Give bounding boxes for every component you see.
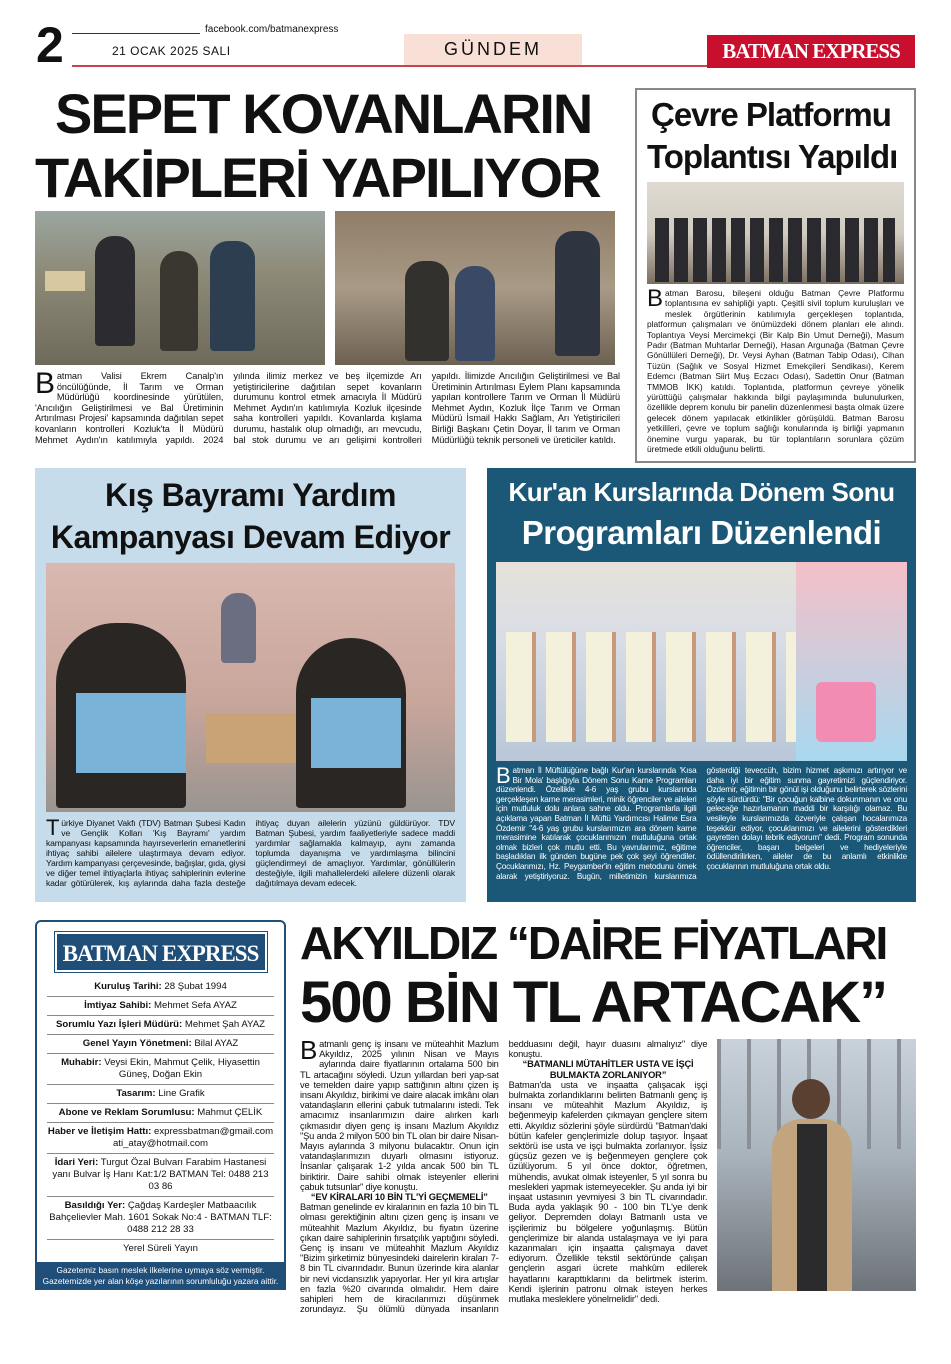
masthead-value: Bilal AYAZ bbox=[194, 1038, 239, 1049]
drop-cap: B bbox=[35, 367, 55, 400]
headline-line-1: SEPET KOVANLARIN bbox=[55, 82, 592, 145]
header-rule bbox=[72, 65, 708, 67]
body-text: atman Barosu, bileşeni olduğu Batman Çevre Platformu toplantısına ev sahipliği yaptı. Çeşitli sivil toplum kuruluşları ve meslek örgütlerinin katılımıyla gerçekleşen toplantıda, platformun çalışmaları ve önümüzdeki dönem planları ele alındı. Toplantıya Veysi Mercimekçi (Bir Kalp Bin Umut Derneği), Masum Padır (Batman Muhtarlar Derneği), Hasan Argunağa (Batman Çevre Gönüllüleri Derneği), Dr. Veysi Ayhan (Batman Tabip Odası), Cihan Tüzün (Sağlık ve Sosyal Hizmet Emekçileri Sendikası), Kerem Edemcı (Batman Siirt Muş Eczacı Odası), Sadettin Onur (Batman TMMOB İKK) katıldı. Toplantıda, platformun çevreye yönelik yürüttüğü çalışmalar hakkında bilgi paylaşımında bulunulurken, özellikle deprem konulu bir panelin düzenlenmesi başta olmak üzere gelecek dönem yapılacak etkinlikler görüşüldü. Batman Barosu yetkilileri, çevre ve toplum sağlığı konularında iş birliği yapmanın önemine vurgu yaparak, bu tür toplantıların sorunlara çözüm üretmede etkili olduğunu belirtti. bbox=[647, 288, 904, 455]
masthead-rows bbox=[37, 978, 284, 1258]
masthead-label: Genel Yayın Yönetmeni: bbox=[82, 1038, 192, 1049]
body-paragraph-1: atmanlı genç iş insanı ve müteahhit Mazlum Akyıldız, 2025 yılının Nisan ve Mayıs aylarında daire fiyatlarının ortalama 500 bin TL artacağını söyledi. Uzun yıllardan beri yap-sat ve temelden daire yapıp sattığının altını çizen iş insanı Akyıldız, birikimi ve daire alacak imkânı olan vatandaşların ellerini çabuk tutmalarını istedi. Tek amacımız insanlarımızın daire alırken karlı çıkmasıdır diyen genç iş insanı Mazlum Akyıldız "Şu anda 2 milyon 500 bin TL olan bir daire Nisan-Mayıs aylarında 3 milyonu bulacaktır. Onun için vatandaşlarımızın duyarlı olmasını istiyoruz. İnsanlar çalışarak 1-2 yılda ancak 500 bin TL biriktirir. Daire sahibi olmak isteyenler ellerini çabuk tutsunlar" diye konuştu. bbox=[300, 1039, 499, 1192]
headline-line-2: Programları Düzenlendi bbox=[521, 514, 882, 551]
issue-date: 21 OCAK 2025 SALI bbox=[112, 44, 231, 58]
masthead-label: Kuruluş Tarihi: bbox=[94, 981, 162, 992]
drop-cap: B bbox=[496, 763, 511, 788]
masthead-row bbox=[47, 1240, 274, 1258]
masthead-row bbox=[47, 1123, 274, 1154]
masthead-label: Sorumlu Yazı İşleri Müdürü: bbox=[55, 1019, 183, 1030]
photo-beehive-inspection bbox=[335, 211, 615, 365]
masthead-row bbox=[47, 1104, 274, 1123]
masthead-value: Turgut Özal Bulvarı Farabim Hastanesi yanı Bulvar İş Hanı Kat:1/2 BATMAN Tel: 0488 213 03 86 bbox=[52, 1157, 269, 1192]
section-label: GÜNDEM bbox=[404, 34, 582, 65]
page-number: 2 bbox=[36, 17, 64, 73]
masthead-value: Line Grafik bbox=[158, 1088, 205, 1099]
masthead-row bbox=[47, 997, 274, 1016]
masthead-row bbox=[47, 978, 274, 997]
masthead-logo: BATMAN EXPRESS bbox=[55, 932, 267, 972]
headline-line-2: Toplantısı Yapıldı bbox=[647, 138, 898, 175]
article-akyildiz bbox=[300, 915, 916, 1314]
footer-line-1: Gazetemiz basın meslek ilkelerine uymaya söz vermiştir. bbox=[56, 1265, 265, 1275]
masthead-value: 28 Şubat 1994 bbox=[164, 981, 227, 992]
body-paragraph-3: Batman'da usta ve inşaatta çalışacak işçi bulmakta zorlandıklarını belirten Batmanlı genç iş insanı ve müteahhit Mazlum Akyıldız, iş beğenmeyip kafelerden çıkmayan gençlere sitem etti. Akyıldız sözlerini şöyle sürdürdü "Batman'daki bütün kafeler gençlerimizle dolup taşıyor. İnşaat sektörü ise usta ve işçi bulmakta zorlanıyor. İşsiz güçsüz gezen ve iş beğenmeyen gençlere çok üzülüyorum. 5 yıl önce doktor, öğretmen, mühendis, avukat olmak isteyenler, 5 yıl sonra bu meslekleri yapmak istemeyecekler. Şu anda iyi bir inşaat ustasının yevmiyesi 3 bin TL civarındadır. Buda ayda yaklaşık 90 - 100 bin TL'ye denk geliyor. Depremden dolayı Batmanlı usta ve işçilerimiz bu bölgelere yoğunlaşmış. Bütün gençlerimize bir alanda ustalaşmaya ve iyi para kazanmaları için inşaatta çalışmaya davet ediyorum. Özellikle tekstil sektöründe çalışan gençlerin asgari ücrete mahkûm edilerek hayatlarını karарttıklarını da belirtmek isterim. Kendi işlerinin patronu olmak isteyen herkes mutlaka mesleklere yönelmelidir" dedi. bbox=[508, 1079, 708, 1305]
masthead-value: Veysi Ekin, Mahmut Çelik, Hiyasettin Güneş, Doğan Ekin bbox=[104, 1057, 260, 1080]
article-body bbox=[647, 285, 904, 455]
masthead-label: Muhabir: bbox=[61, 1057, 102, 1068]
article-body bbox=[300, 1035, 916, 1315]
article-body bbox=[496, 763, 907, 881]
drop-cap: B bbox=[300, 1035, 318, 1065]
photo-mazlum-akyildiz bbox=[717, 1039, 916, 1291]
body-paragraph-2: Batman genelinde ev kiralarının en fazla 10 bin TL olması gerektiğinin altını çizen genç iş insanı ve müteahhit Mazlum Akyıldız, bu fiyatın üzerine çıkan daire sahiplerinin fırsatçılık yaptığını söyledi. Genç iş insanı ve müteahhit Mazlum Akyıldız "Bizim şirketimiz bünyesindeki dairelerin kiraları 7-8 bin TL civarındadır. Bunun üzerinde kira alanlar bir nevi vicdansızlık yapıyorlar. Her yıl kira artışlar en fazla %20 civarında olmalıdır. Hem daire sahipleri hem de kiracılarımızı düşünmek zorundayız. Şu ölümlü dünyada insanların bedduasını değil, hayır duasını almalıyız" diye konuştu. bbox=[300, 1039, 708, 1315]
subheading: “BATMANLI MÜTAHİTLER USTA VE İŞÇİ BULMAKTA ZORLANIYOR” bbox=[522, 1059, 694, 1080]
masthead-label: Tasarım: bbox=[116, 1088, 156, 1099]
masthead-row bbox=[47, 1035, 274, 1054]
masthead-row bbox=[47, 1197, 274, 1240]
drop-cap: B bbox=[647, 285, 664, 312]
masthead-value: Yerel Süreli Yayın bbox=[122, 1243, 199, 1254]
masthead-row bbox=[47, 1154, 274, 1197]
headline-line-1: Kur'an Kurslarında Dönem Sonu bbox=[508, 477, 895, 507]
article-kuran-kurslari bbox=[487, 468, 916, 902]
masthead-value[interactable]: expressbatman@gmail.com ati_atay@hotmail.com bbox=[112, 1126, 274, 1149]
divider bbox=[72, 33, 200, 34]
body-text: atman Valisi Ekrem Canalp'ın öncülüğünde, İl Tarım ve Orman Müdürlüğü koordinesinde yürütülen, 'Arıcılığın Geliştirilmesi ve Bal Üretiminin Artırılması Projesi' kapsamında dağıtılan sepet kovanların kontrolleri Kozluk'ta İl Müdürü Mehmet Aydın'ın katılımıyla yapıldı. 2024 yılında ilimiz merkez ve beş ilçemizde Arı yetiştiricilerine dağıtılan sepet kovanların durumunu kontrol etmek amacıyla İl Müdürü Mehmet Aydın'ın katılımıyla Kozluk ilçesinde saha kontrolleri yapıldı. Kovanlarda kışlama durumu, hastalık olup olmadığı, arı mevcudu, bal stok durumu ve arı gelişimi kontrolleri yapıldı. İlimizde Arıcılığın Geliştirilmesi ve Bal Üretiminin Artırılması Eylem Planı kapsamında yapılan kontrollere Tarım ve Orman İl Müdürü Mehmet Aydın, Kozluk İlçe Tarım ve Orman Müdürü İsmail Hakkı Sağlam, Arı Yetiştiricileri Birliği Başkanı Çetin Doyar, İl tarım ve Orman Müdürlüğü teknik personeli ve üreticiler katıldı. bbox=[35, 371, 620, 445]
headline-line-1: Çevre Platformu bbox=[651, 96, 891, 133]
masthead-row bbox=[47, 1054, 274, 1085]
masthead-label: İdari Yeri: bbox=[54, 1157, 99, 1168]
masthead-label: Basıldığı Yer: bbox=[64, 1200, 126, 1211]
masthead-value: Çağdaş Kardeşler Matbaacılık Bahçelievler Mah. 1601 Sokak No:4 - BATMAN TLF: 0488 212 28 33 bbox=[49, 1200, 272, 1235]
article-cevre-platformu bbox=[635, 88, 916, 463]
masthead-box bbox=[35, 920, 286, 1290]
masthead-label: İmtiyaz Sahibi: bbox=[84, 1000, 152, 1011]
masthead-value: Mehmet Sefa AYAZ bbox=[154, 1000, 237, 1011]
headline-line-1: AKYILDIZ “DAİRE FİYATLARI bbox=[300, 917, 887, 969]
facebook-link[interactable]: facebook.com/batmanexpress bbox=[205, 24, 339, 35]
masthead-footer bbox=[35, 1262, 286, 1290]
headline-line-2: TAKİPLERİ YAPILIYOR bbox=[35, 146, 600, 209]
body-text: ürkiye Diyanet Vakfı (TDV) Batman Şubesi Kadın ve Gençlik Kolları 'Kış Bayramı' yardım kampanyası kapsamında hayırseverlerin emanetlerini ihtiyaç sahibi ailelere ulaştırmaya devam ediyor. Yardım kampanyası çerçevesinde, bağışlar, gıda, giysi ve diğer temel ihtiyaçlarla ihtiyaç sahiplerinin evlerine kadar götürülerek, kış aylarında daha fazla desteğe ihtiyaç duyan ailelerin yüzünü güldürüyor. TDV Batman Şubesi, yardım faaliyetleriyle sadece maddi yardımlar sağlamakla kalmayıp, aynı zamanda toplumda dayanışma ve yardımlaşma bilincini güçlendirmeyi de amaçlıyor. Yardımlar, gönüllülerin desteğiyle, ilgili mahallelerdeki ailelere düzenli olarak dağıtılmaya devam edecek. bbox=[46, 818, 455, 888]
body-text: atman İl Müftülüğüne bağlı Kur'an kurslarında 'Kısa Bir Mola' başlığıyla Dönem Sonu Karne Programları düzenlendi. Özellikle 4-6 yaş grubu kurslarında gerçekleşen karne merasimleri, minik öğrenciler ve aileleri için mutluluk dolu anlara sahne oldu. Programlarla ilgili açıklama yapan Batman İl Müftü Yardımcısı Halime Esra Özdemir "4-6 yaş grubu kurslarımızın ara dönem karne merasimine katılarak çocuklarımızın mutluluğuna ortak olmak bizleri çok mutlu etti. Bu yavrularımız, eğitime başladıkları ilk günden bugüne pek çok şeyi öğrendiler. Çocuklarımızı, Hz. Peygamber'in eğitim metodunu örnek alarak yetiştiriyoruz. Bugün, milletimizin kurslarımıza gösterdiği teveccüh, bizim hizmet aşkımızı artırıyor ve daha iyi bir eğitim sunma gayretimizi güçlendiriyor. Özdemir, eğitimin bir gönül işi olduğunu belirterek sözlerini şöyle sürdürdü: "Bir çocuğun kalbine dokunmanın ve onu geleceğe hazırlamanın maddi bir karşılığı olamaz. Bu vesileyle kurslarımızda özveriyle çalışan hocalarımıza teşekkür ediyor, çocuklarımızı ve ailelerini gösterdikleri gayretten dolayı tebrik ediyorum" dedi. Program sonunda öğrenciler, başarı belgeleri ve hediyeleriyle ödüllendirilirken, aileler de bu anlamlı etkinlikte çocuklarının mutluluğuna ortak oldu. bbox=[496, 766, 907, 881]
photo-children-certificates bbox=[496, 562, 907, 761]
article-body bbox=[35, 367, 620, 445]
masthead-label: Haber ve İletişim Hattı: bbox=[47, 1126, 152, 1137]
footer-line-2: Gazetemizde yer alan köşe yazılarının sorumluluğu yazara aittir. bbox=[42, 1276, 279, 1286]
masthead-row bbox=[47, 1016, 274, 1035]
article-kis-bayrami bbox=[35, 468, 466, 902]
masthead-value: Mahmut ÇELİK bbox=[197, 1107, 263, 1118]
masthead-value: Mehmet Şah AYAZ bbox=[184, 1019, 265, 1030]
headline-line-1: Kış Bayramı Yardım bbox=[104, 477, 396, 513]
subheading: “EV KİRALARI 10 BİN TL'Yİ GEÇMEMELİ” bbox=[310, 1192, 488, 1203]
headline-line-2: Kampanyası Devam Ediyor bbox=[50, 519, 451, 555]
newspaper-logo: BATMAN EXPRESS bbox=[707, 35, 915, 68]
photo-officials-beehives bbox=[35, 211, 325, 365]
masthead-label: Abone ve Reklam Sorumlusu: bbox=[58, 1107, 195, 1118]
photo-aid-distribution bbox=[46, 563, 455, 812]
photo-platform-meeting bbox=[647, 182, 904, 284]
article-body bbox=[46, 815, 455, 888]
drop-cap: T bbox=[46, 815, 60, 840]
headline-line-2: 500 BİN TL ARTACAK” bbox=[300, 970, 887, 1035]
masthead-row bbox=[47, 1085, 274, 1104]
